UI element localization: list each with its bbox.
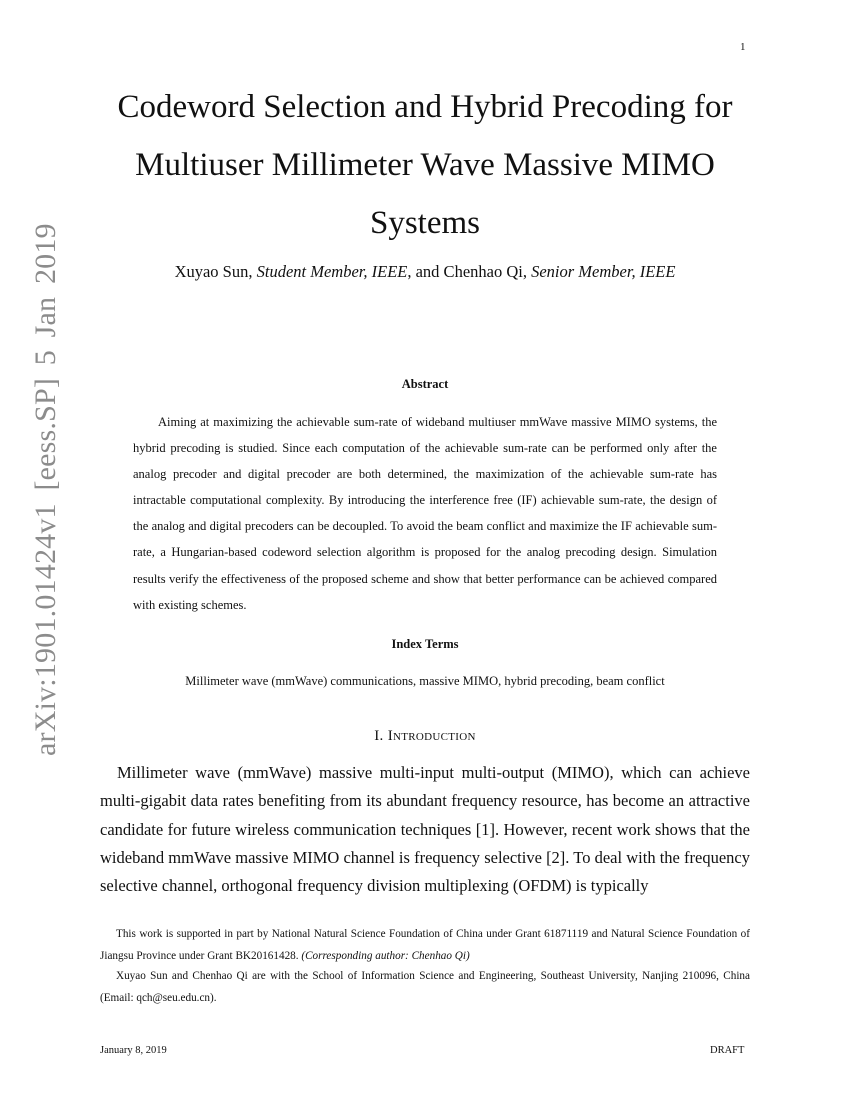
footer-date: January 8, 2019: [100, 1045, 167, 1056]
funding-footnote: [100, 924, 750, 967]
index-terms-heading: Index Terms: [391, 637, 459, 651]
index-terms-text: Millimeter wave (mmWave) communications, massive MIMO, hybrid precoding, beam conflict: [185, 674, 665, 688]
arxiv-identifier-stamp[interactable]: arXiv:1901.01424v1 [eess.SP] 5 Jan 2019: [29, 223, 62, 756]
author-membership: Senior Member, IEEE: [531, 262, 676, 281]
corresponding-author-note: (Corresponding author: Chenhao Qi): [301, 949, 470, 962]
author-membership: Student Member, IEEE: [256, 262, 408, 281]
paper-title: Codeword Selection and Hybrid Precoding for Multiuser Millimeter Wave Massive MIMO Systems: [117, 89, 733, 241]
section-number: I.: [374, 728, 384, 744]
page-number: 1: [740, 41, 746, 53]
author-name: Xuyao Sun,: [174, 262, 253, 281]
footer-draft-label: DRAFT: [710, 1045, 745, 1056]
affiliation-footnote: Xuyao Sun and Chenhao Qi are with the School of Information Science and Engineering, Southeast University, Nanjing 210096, China (Email: qch@seu.edu.cn).: [100, 970, 750, 1004]
section-heading: [80, 728, 770, 745]
introduction-paragraph: Millimeter wave (mmWave) massive multi-input multi-output (MIMO), which can achieve multi-gigabit data rates benefiting from its abundant frequency resource, has become an attractive candidate for future wireless communication techniques [1]. However, recent work shows that the wideband mmWave massive MIMO channel is frequency selective [2]. To deal with the frequency selective channel, orthogonal frequency division multiplexing (OFDM) is typically: [100, 763, 750, 896]
section-title: Introduction: [387, 728, 476, 744]
abstract-heading: Abstract: [401, 377, 449, 391]
author-name: , and Chenhao Qi,: [407, 262, 527, 281]
funding-text: This work is supported in part by National Natural Science Foundation of China under Grant 61871119 and Natural Science Foundation of Jiangsu Province under Grant BK20161428.: [100, 928, 750, 962]
author-line: [80, 262, 770, 282]
abstract-text: Aiming at maximizing the achievable sum-rate of wideband multiuser mmWave massive MIMO systems, the hybrid precoding is studied. Since each computation of the achievable sum-rate can be performed only after the analog precoder and digital precoder are both determined, the maximization of the achievable sum-rate has intractable computational complexity. By introducing the interference free (IF) achievable sum-rate, the design of the analog and digital precoders can be decoupled. To avoid the beam conflict and maximize the IF achievable sum-rate, a Hungarian-based codeword selection algorithm is proposed for the analog precoding design. Simulation results verify the effectiveness of the proposed scheme and show that better performance can be achieved compared with existing schemes.: [133, 415, 717, 612]
